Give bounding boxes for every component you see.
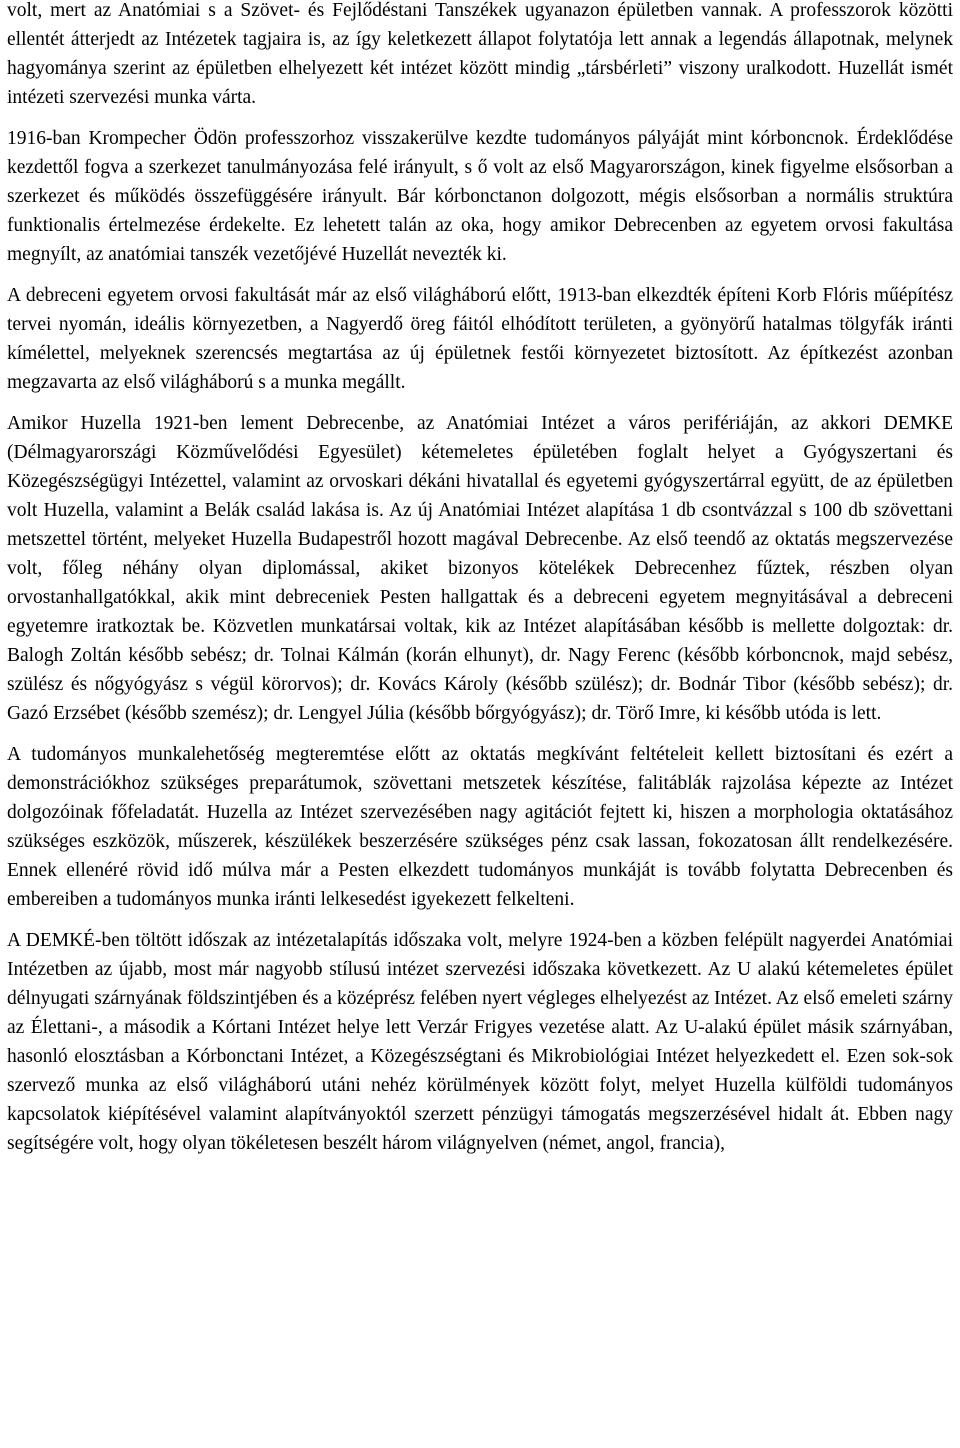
paragraph-huzella-debrecen: Amikor Huzella 1921-ben lement Debrecenbe, az Anatómiai Intézet a város perifériáján, az akkori DEMKE (Délmagyarországi Közművelődési Egyesület) kétemeletes épületében foglalt helyet a Gyógyszertani és Közegészségügyi Intézettel, valamint az orvoskari dékáni hivatallal és egyetemi gyógyszertárral együtt, de az épületben volt Huzella, valamint a Belák család lakása is. Az új Anatómiai Intézet alapítása 1 db csontvázzal s 100 db szövettani metszettel történt, melyeket Huzella Budapestről hozott magával Debrecenbe. Az első teendő az oktatás megszervezése volt, főleg néhány olyan diplomással, akiket bizonyos kötelékek Debrecenhez fűztek, részben olyan orvostanhallgatókkal, akik mint debreceniek Pesten hallgattak és a debreceni egyetem megnyitásával a debreceni egyetemre iratkoztak be. Közvetlen munkatársai voltak, kik az Intézet alapításában később is mellette dolgoztak: dr. Balogh Zoltán később sebész; dr. Tolnai Kálmán (korán elhunyt), dr. Nagy Ferenc (később kórboncnok, majd sebész, szülész és nőgyógyász s végül körorvos); dr. Kovács Károly (később szülész); dr. Bodnár Tibor (később sebész); dr. Gazó Erzsébet (később szemész); dr. Lengyel Júlia (később bőrgyógyász); dr. Törő Imre, ki később utóda is lett. (7, 413, 953, 724)
paragraph-demke-period: A DEMKÉ-ben töltött időszak az intézetalapítás időszaka volt, melyre 1924-ben a közben felépült nagyerdei Anatómiai Intézetben az újabb, most már nagyobb stílusú intézet szervezési időszaka következett. Az U alakú kétemeletes épület délnyugati szárnyának földszintjében és a középrész felében nyert végleges elhelyezést az Intézet. Az első emeleti szárny az Élettani-, a második a Kórtani Intézet helye lett Verzár Frigyes vezetése alatt. Az U-alakú épület másik szárnyában, hasonló elosztásban a Kórbonctani Intézet, a Közegészségtani és Mikrobiológiai Intézet helyezkedett el. Ezen sok-sok szervező munka az első világháború utáni nehéz körülmények között folyt, melyet Huzella külföldi tudományos kapcsolatok kiépítésével valamint alapítványoktól szerzett pénzügyi támogatás megszerzésével hidalt át. Ebben nagy segítségére volt, hogy olyan tökéletesen beszélt három világnyelven (német, angol, francia), (7, 930, 953, 1154)
paragraph-krompecher-career: 1916-ban Krompecher Ödön professzorhoz visszakerülve kezdte tudományos pályáját mint kórboncnok. Érdeklődése kezdettől fogva a szerkezet tanulmányozása felé irányult, s ő volt az első Magyarországon, kinek figyelme elsősorban a szerkezet és működés összefüggésére irányult. Bár kórbonctanon dolgozott, mégis elsősorban a normális struktúra funktionalis értelmezése érdekelte. Ez lehetett talán az oka, hogy amikor Debrecenben az egyetem orvosi fakultása megnyílt, az anatómiai tanszék vezetőjévé Huzellát nevezték ki. (7, 128, 953, 265)
paragraph-scientific-work: A tudományos munkalehetőség megteremtése előtt az oktatás megkívánt feltételeit kellett biztosítani és ezért a demonstrációkhoz szükséges preparátumok, szövettani metszetek készítése, falitáblák rajzolása képezte az Intézet dolgozóinak főfeladatát. Huzella az Intézet szervezésében nagy agitációt fejtett ki, hiszen a morphologia oktatásához szükséges eszközök, műszerek, készülékek beszerzésére szükséges pénz csak lassan, fokozatosan állt rendelkezésére. Ennek ellenéré rövid idő múlva már a Pesten elkezdett tudományos munkáját is tovább folytatta Debrecenben és embereiben a tudományos munka iránti lelkesedést igyekezett felkelteni. (7, 744, 953, 910)
paragraph-debrecen-university: A debreceni egyetem orvosi fakultását már az első világháború előtt, 1913-ban elkezdték építeni Korb Flóris műépítész tervei nyomán, ideális környezetben, a Nagyerdő öreg fáitól elhódított területen, a gyönyörű hatalmas tölgyfák iránti kímélettel, melyeknek szerencsés megtartása az új épületnek festői környezetet biztosított. Az építkezést azonban megzavarta az első világháború s a munka megállt. (7, 285, 953, 393)
paragraph-institute-rivalry: volt, mert az Anatómiai s a Szövet- és Fejlődéstani Tanszékek ugyanazon épületben vannak. A professzorok közötti ellentét átterjedt az Intézetek tagjaira is, az így keletkezett állapot folytatója lett annak a legendás állapotnak, melynek hagyománya szerint az épületben elhelyezett két intézet között mindig „társbérleti” viszony uralkodott. Huzellát ismét intézeti szervezési munka várta. (7, 0, 953, 108)
document-page (7, 0, 953, 1170)
